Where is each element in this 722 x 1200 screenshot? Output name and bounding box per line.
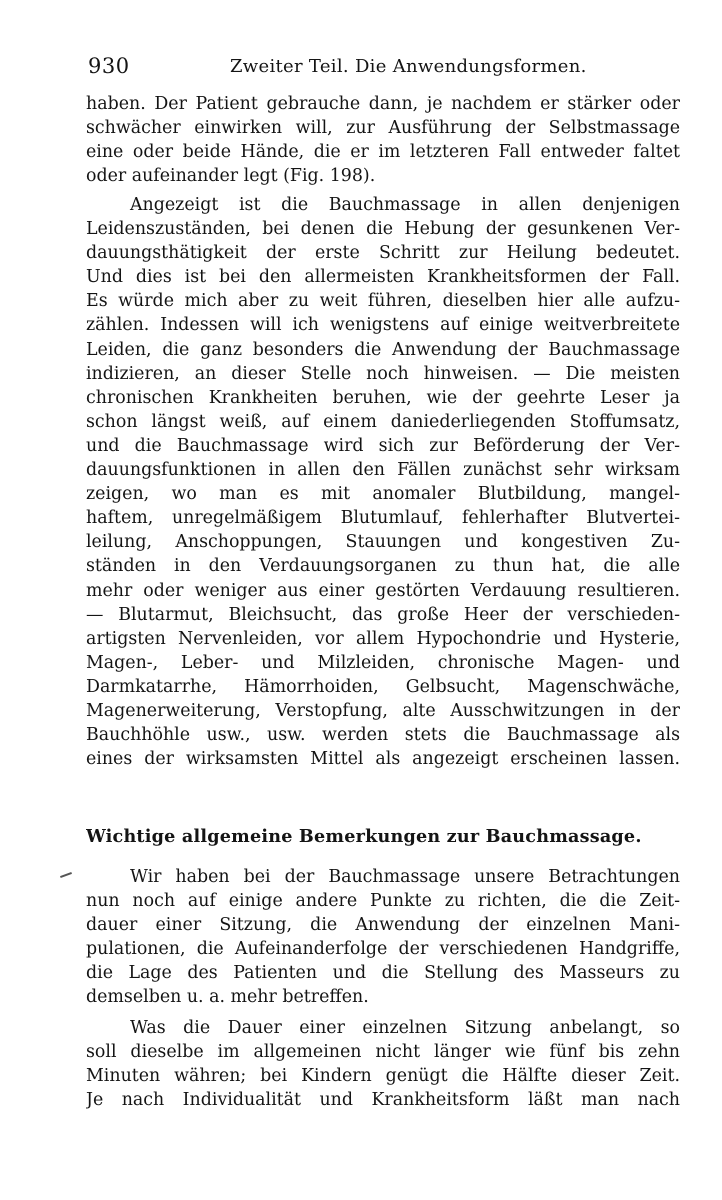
text-line: Wir haben bei der Bauchmassage unsere Betrachtungen bbox=[130, 867, 680, 887]
text-line: eines der wirksamsten Mittel als angezeigt erscheinen lassen. bbox=[86, 749, 680, 770]
text-line: chronischen Krankheiten beruhen, wie der geehrte Leser ja bbox=[86, 387, 680, 408]
text-line: dauer einer Sitzung, die Anwendung der einzelnen Mani- bbox=[86, 915, 680, 936]
text-line: haftem, unregelmäßigem Blutumlauf, fehlerhafter Blutvertei- bbox=[86, 508, 680, 529]
text-line: mehr oder weniger aus einer gestörten Verdauung resultieren. bbox=[86, 580, 680, 601]
text-line: haben. Der Patient gebrauche dann, je nachdem er stärker oder bbox=[86, 94, 680, 114]
running-head bbox=[88, 54, 688, 84]
text-line: soll dieselbe im allgemeinen nicht länger wie fünf bis zehn bbox=[86, 1042, 680, 1063]
text-line: Magen-, Leber- und Milzleiden, chronische Magen- und bbox=[86, 652, 680, 673]
text-line: pulationen, die Aufeinanderfolge der verschiedenen Handgriffe, bbox=[86, 939, 680, 960]
text-line: eine oder beide Hände, die er im letzteren Fall entweder faltet bbox=[86, 142, 680, 163]
page-number: 930 bbox=[88, 54, 130, 78]
text-line: die Lage des Patienten und die Stellung des Masseurs zu bbox=[86, 963, 680, 984]
text-line: Je nach Individualität und Krankheitsform läßt man nach bbox=[86, 1090, 680, 1111]
text-line: dauungsthätigkeit der erste Schritt zur Heilung bedeutet. bbox=[86, 243, 680, 264]
text-line: Darmkatarrhe, Hämorrhoiden, Gelbsucht, Magenschwäche, bbox=[86, 676, 680, 697]
text-line: Minuten währen; bei Kindern genügt die Hälfte dieser Zeit. bbox=[86, 1066, 680, 1087]
text-line: schwächer einwirken will, zur Ausführung der Selbstmassage bbox=[86, 118, 680, 139]
text-line: oder aufeinander legt (Fig. 198). bbox=[86, 166, 376, 187]
paragraph-indications bbox=[86, 193, 680, 771]
paragraph-considerations bbox=[86, 865, 680, 1010]
text-line: schon längst weiß, auf einem daniederliegenden Stoffumsatz, bbox=[86, 411, 680, 432]
text-line: und die Bauchmassage wird sich zur Beförderung der Ver- bbox=[86, 435, 680, 456]
text-line: Bauchhöhle usw., usw. werden stets die Bauchmassage als bbox=[86, 725, 680, 746]
text-line: indizieren, an dieser Stelle noch hinweisen. — Die meisten bbox=[86, 363, 680, 384]
text-line: Magenerweiterung, Verstopfung, alte Ausschwitzungen in der bbox=[86, 700, 680, 721]
text-line: zeigen, wo man es mit anomaler Blutbildung, mangel- bbox=[86, 484, 680, 505]
text-line: Angezeigt ist die Bauchmassage in allen denjenigen bbox=[130, 195, 680, 215]
text-line: demselben u. a. mehr betreffen. bbox=[86, 987, 369, 1008]
paragraph-duration bbox=[86, 1016, 680, 1112]
text-line: ständen in den Verdauungsorganen zu thun hat, die alle bbox=[86, 556, 680, 577]
text-line: leilung, Anschoppungen, Stauungen und kongestiven Zu- bbox=[86, 532, 680, 553]
running-title: Zweiter Teil. Die Anwendungsformen. bbox=[230, 56, 587, 77]
text-line: Leidenszuständen, bei denen die Hebung der gesunkenen Ver- bbox=[86, 219, 680, 240]
margin-pen-mark bbox=[60, 872, 72, 878]
text-line: nun noch auf einige andere Punkte zu richten, die die Zeit- bbox=[86, 891, 680, 912]
text-line: dauungsfunktionen in allen den Fällen zunächst sehr wirksam bbox=[86, 460, 680, 481]
text-line: — Blutarmut, Bleichsucht, das große Heer der verschieden- bbox=[86, 604, 680, 625]
section-heading: Wichtige allgemeine Bemerkungen zur Bauchmassage. bbox=[86, 826, 642, 847]
text-line: Und dies ist bei den allermeisten Krankheitsformen der Fall. bbox=[86, 267, 680, 288]
text-line: Leiden, die ganz besonders die Anwendung der Bauchmassage bbox=[86, 339, 680, 360]
text-line: Was die Dauer einer einzelnen Sitzung anbelangt, so bbox=[130, 1018, 680, 1038]
text-line: artigsten Nervenleiden, vor allem Hypochondrie und Hysterie, bbox=[86, 628, 680, 649]
paragraph-continuation bbox=[86, 92, 680, 188]
text-line: Es würde mich aber zu weit führen, dieselben hier alle aufzu- bbox=[86, 291, 680, 312]
text-line: zählen. Indessen will ich wenigstens auf einige weitverbreitete bbox=[86, 315, 680, 336]
